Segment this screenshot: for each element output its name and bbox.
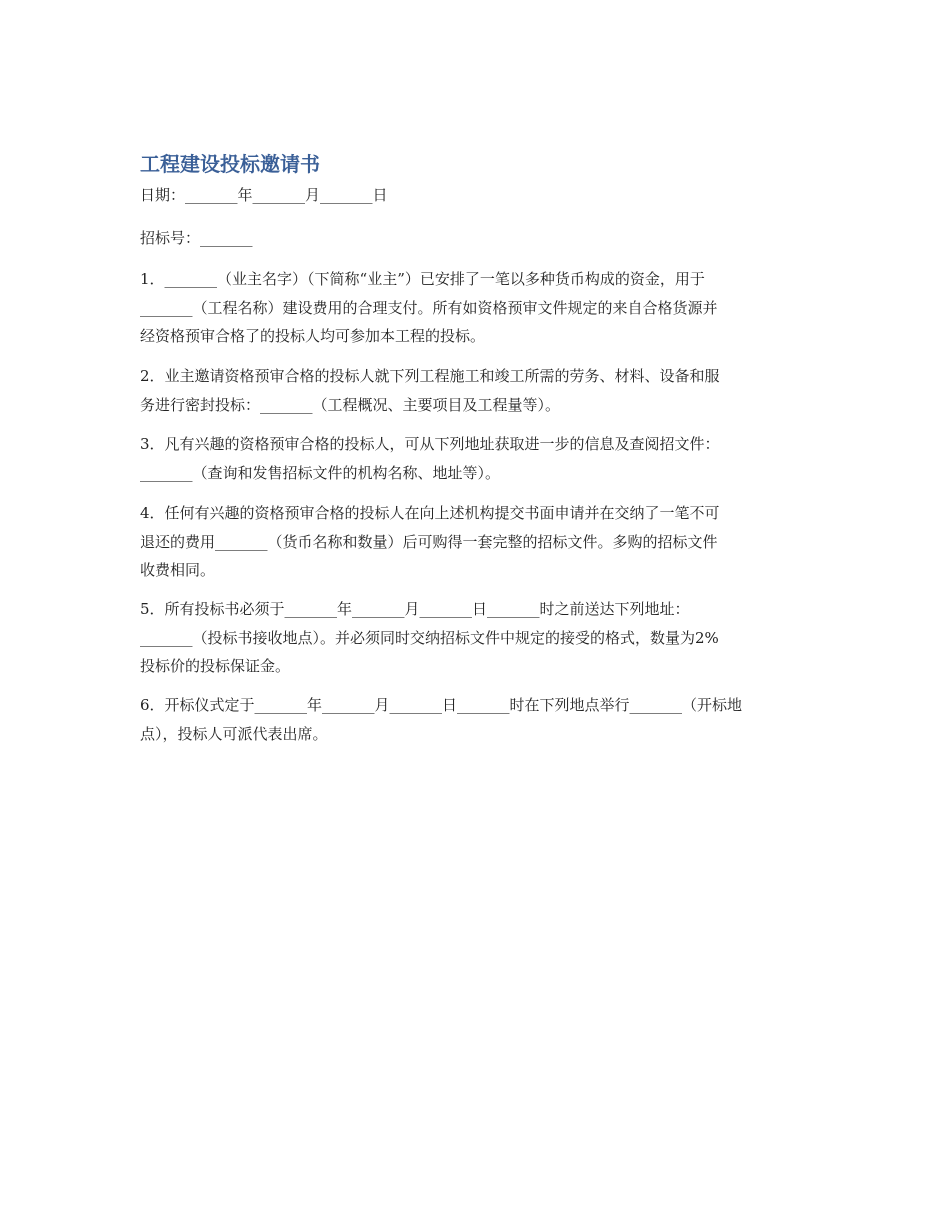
paragraph-line: 3．凡有兴趣的资格预审合格的投标人，可从下列地址获取进一步的信息及查阅招文件：: [140, 435, 720, 453]
paragraph-line: 2．业主邀请资格预审合格的投标人就下列工程施工和竣工所需的劳务、材料、设备和服: [140, 367, 720, 385]
paragraph-line: 点），投标人可派代表出席。: [140, 724, 328, 743]
paragraph-line: _______（工程名称）建设费用的合理支付。所有如资格预审文件规定的来自合格货源并: [140, 298, 718, 317]
paragraph-line: 5．所有投标书必须于_______年_______月_______日_______时之前送达下列地址：: [140, 600, 690, 618]
date-line: 日期：_______年_______月_______日: [140, 186, 388, 204]
document-title: 工程建设投标邀请书: [140, 152, 320, 176]
paragraph-2: [140, 362, 812, 419]
paragraph-line: 经资格预审合格了的投标人均可参加本工程的投标。: [140, 327, 486, 345]
paragraph-line: 4．任何有兴趣的资格预审合格的投标人在向上述机构提交书面申请并在交纳了一笔不可: [140, 504, 720, 522]
paragraph-line: _______（投标书接收地点）。并必须同时交纳招标文件中规定的接受的格式，数量为2%: [140, 628, 719, 647]
paragraph-4: [140, 499, 812, 585]
paragraph-line: 投标价的投标保证金。: [140, 657, 291, 675]
bid-number-line: 招标号：_______: [140, 229, 253, 247]
paragraph-1: [140, 265, 812, 351]
paragraph-6: [140, 691, 812, 748]
paragraph-line: 1．_______（业主名字）（下简称“业主”）已安排了一笔以多种货币构成的资金，用于: [140, 270, 705, 288]
paragraph-line: 收费相同。: [140, 561, 216, 579]
paragraph-line: _______（查询和发售招标文件的机构名称、地址等）。: [140, 463, 501, 482]
paragraph-line: 退还的费用_______（货币名称和数量）后可购得一套完整的招标文件。多购的招标文件: [140, 532, 718, 551]
paragraph-5: [140, 595, 812, 681]
paragraph-line: 6．开标仪式定于_______年_______月_______日_______时在下列地点举行_______（开标地: [140, 696, 743, 714]
paragraph-3: [140, 430, 812, 487]
paragraph-line: 务进行密封投标：_______（工程概况、主要项目及工程量等）。: [140, 395, 561, 414]
